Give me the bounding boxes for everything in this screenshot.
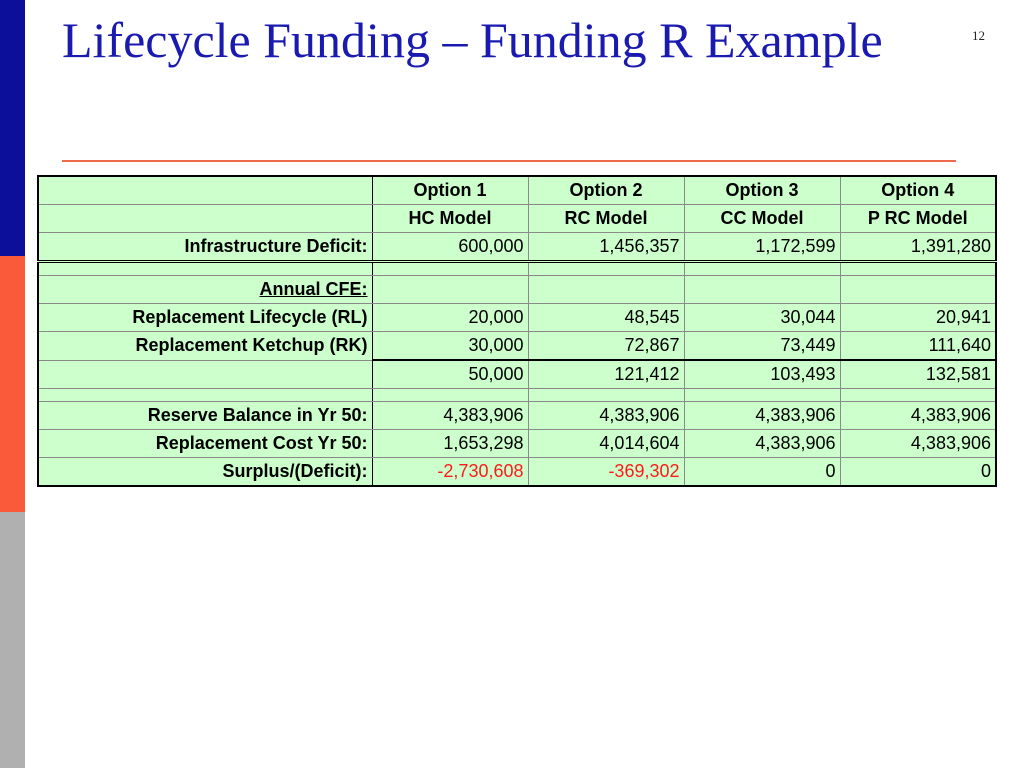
cell-value: 111,640 bbox=[840, 332, 996, 361]
slide-number: 12 bbox=[972, 28, 985, 43]
row-replacement-ketchup bbox=[38, 332, 996, 361]
row-label: Reserve Balance in Yr 50: bbox=[38, 402, 372, 430]
cell-value: 48,545 bbox=[528, 304, 684, 332]
cell-value: 50,000 bbox=[372, 360, 528, 389]
cell-value: 4,383,906 bbox=[528, 402, 684, 430]
cell-value: 1,456,357 bbox=[528, 233, 684, 262]
empty-cell bbox=[684, 276, 840, 304]
row-label: Infrastructure Deficit: bbox=[38, 233, 372, 262]
section-label: Annual CFE: bbox=[38, 276, 372, 304]
cell-value: 20,000 bbox=[372, 304, 528, 332]
empty-cell bbox=[684, 389, 840, 402]
cell-value: 103,493 bbox=[684, 360, 840, 389]
empty-cell bbox=[372, 276, 528, 304]
cell-value: 4,014,604 bbox=[528, 430, 684, 458]
empty-cell bbox=[684, 262, 840, 276]
row-label: Replacement Cost Yr 50: bbox=[38, 430, 372, 458]
cell-value: 132,581 bbox=[840, 360, 996, 389]
row-label-empty bbox=[38, 360, 372, 389]
cell-value: 4,383,906 bbox=[684, 402, 840, 430]
row-label: Surplus/(Deficit): bbox=[38, 458, 372, 487]
slide-title: Lifecycle Funding – Funding R Example bbox=[62, 12, 883, 68]
empty-cell bbox=[528, 389, 684, 402]
cell-value: 30,000 bbox=[372, 332, 528, 361]
empty-cell bbox=[840, 262, 996, 276]
cell-value: 1,391,280 bbox=[840, 233, 996, 262]
row-annual-cfe bbox=[38, 276, 996, 304]
empty-cell bbox=[38, 389, 372, 402]
row-reserve-balance bbox=[38, 402, 996, 430]
empty-cell bbox=[528, 276, 684, 304]
empty-cell bbox=[840, 276, 996, 304]
cell-value: 4,383,906 bbox=[840, 402, 996, 430]
cell-value: 20,941 bbox=[840, 304, 996, 332]
header-row-options bbox=[38, 176, 996, 205]
header-option-1: Option 1 bbox=[372, 176, 528, 205]
cell-value: 121,412 bbox=[528, 360, 684, 389]
row-annual-total bbox=[38, 360, 996, 389]
accent-bar-gray bbox=[0, 512, 25, 768]
cell-value: 73,449 bbox=[684, 332, 840, 361]
row-replacement-lifecycle bbox=[38, 304, 996, 332]
title-divider bbox=[62, 160, 956, 162]
cell-value: 72,867 bbox=[528, 332, 684, 361]
cell-value: 30,044 bbox=[684, 304, 840, 332]
header-option-3: Option 3 bbox=[684, 176, 840, 205]
cell-value-negative: -369,302 bbox=[528, 458, 684, 487]
header-blank-cell bbox=[38, 176, 372, 205]
cell-value: 0 bbox=[840, 458, 996, 487]
cell-value: 4,383,906 bbox=[840, 430, 996, 458]
row-label: Replacement Ketchup (RK) bbox=[38, 332, 372, 361]
empty-cell bbox=[840, 389, 996, 402]
cell-value: 4,383,906 bbox=[372, 402, 528, 430]
spacer-row bbox=[38, 389, 996, 402]
cell-value: 0 bbox=[684, 458, 840, 487]
header-model-1: HC Model bbox=[372, 205, 528, 233]
spacer-row bbox=[38, 262, 996, 276]
cell-value: 1,653,298 bbox=[372, 430, 528, 458]
accent-bar-navy bbox=[0, 0, 25, 256]
header-model-3: CC Model bbox=[684, 205, 840, 233]
funding-table bbox=[37, 175, 997, 487]
header-blank-cell bbox=[38, 205, 372, 233]
empty-cell bbox=[38, 262, 372, 276]
header-option-4: Option 4 bbox=[840, 176, 996, 205]
header-option-2: Option 2 bbox=[528, 176, 684, 205]
row-label: Replacement Lifecycle (RL) bbox=[38, 304, 372, 332]
row-replacement-cost bbox=[38, 430, 996, 458]
header-model-2: RC Model bbox=[528, 205, 684, 233]
header-model-4: P RC Model bbox=[840, 205, 996, 233]
cell-value: 4,383,906 bbox=[684, 430, 840, 458]
empty-cell bbox=[372, 389, 528, 402]
cell-value-negative: -2,730,608 bbox=[372, 458, 528, 487]
empty-cell bbox=[372, 262, 528, 276]
cell-value: 600,000 bbox=[372, 233, 528, 262]
empty-cell bbox=[528, 262, 684, 276]
accent-bar-orange bbox=[0, 256, 25, 512]
row-infrastructure-deficit bbox=[38, 233, 996, 262]
row-surplus-deficit bbox=[38, 458, 996, 487]
cell-value: 1,172,599 bbox=[684, 233, 840, 262]
header-row-models bbox=[38, 205, 996, 233]
